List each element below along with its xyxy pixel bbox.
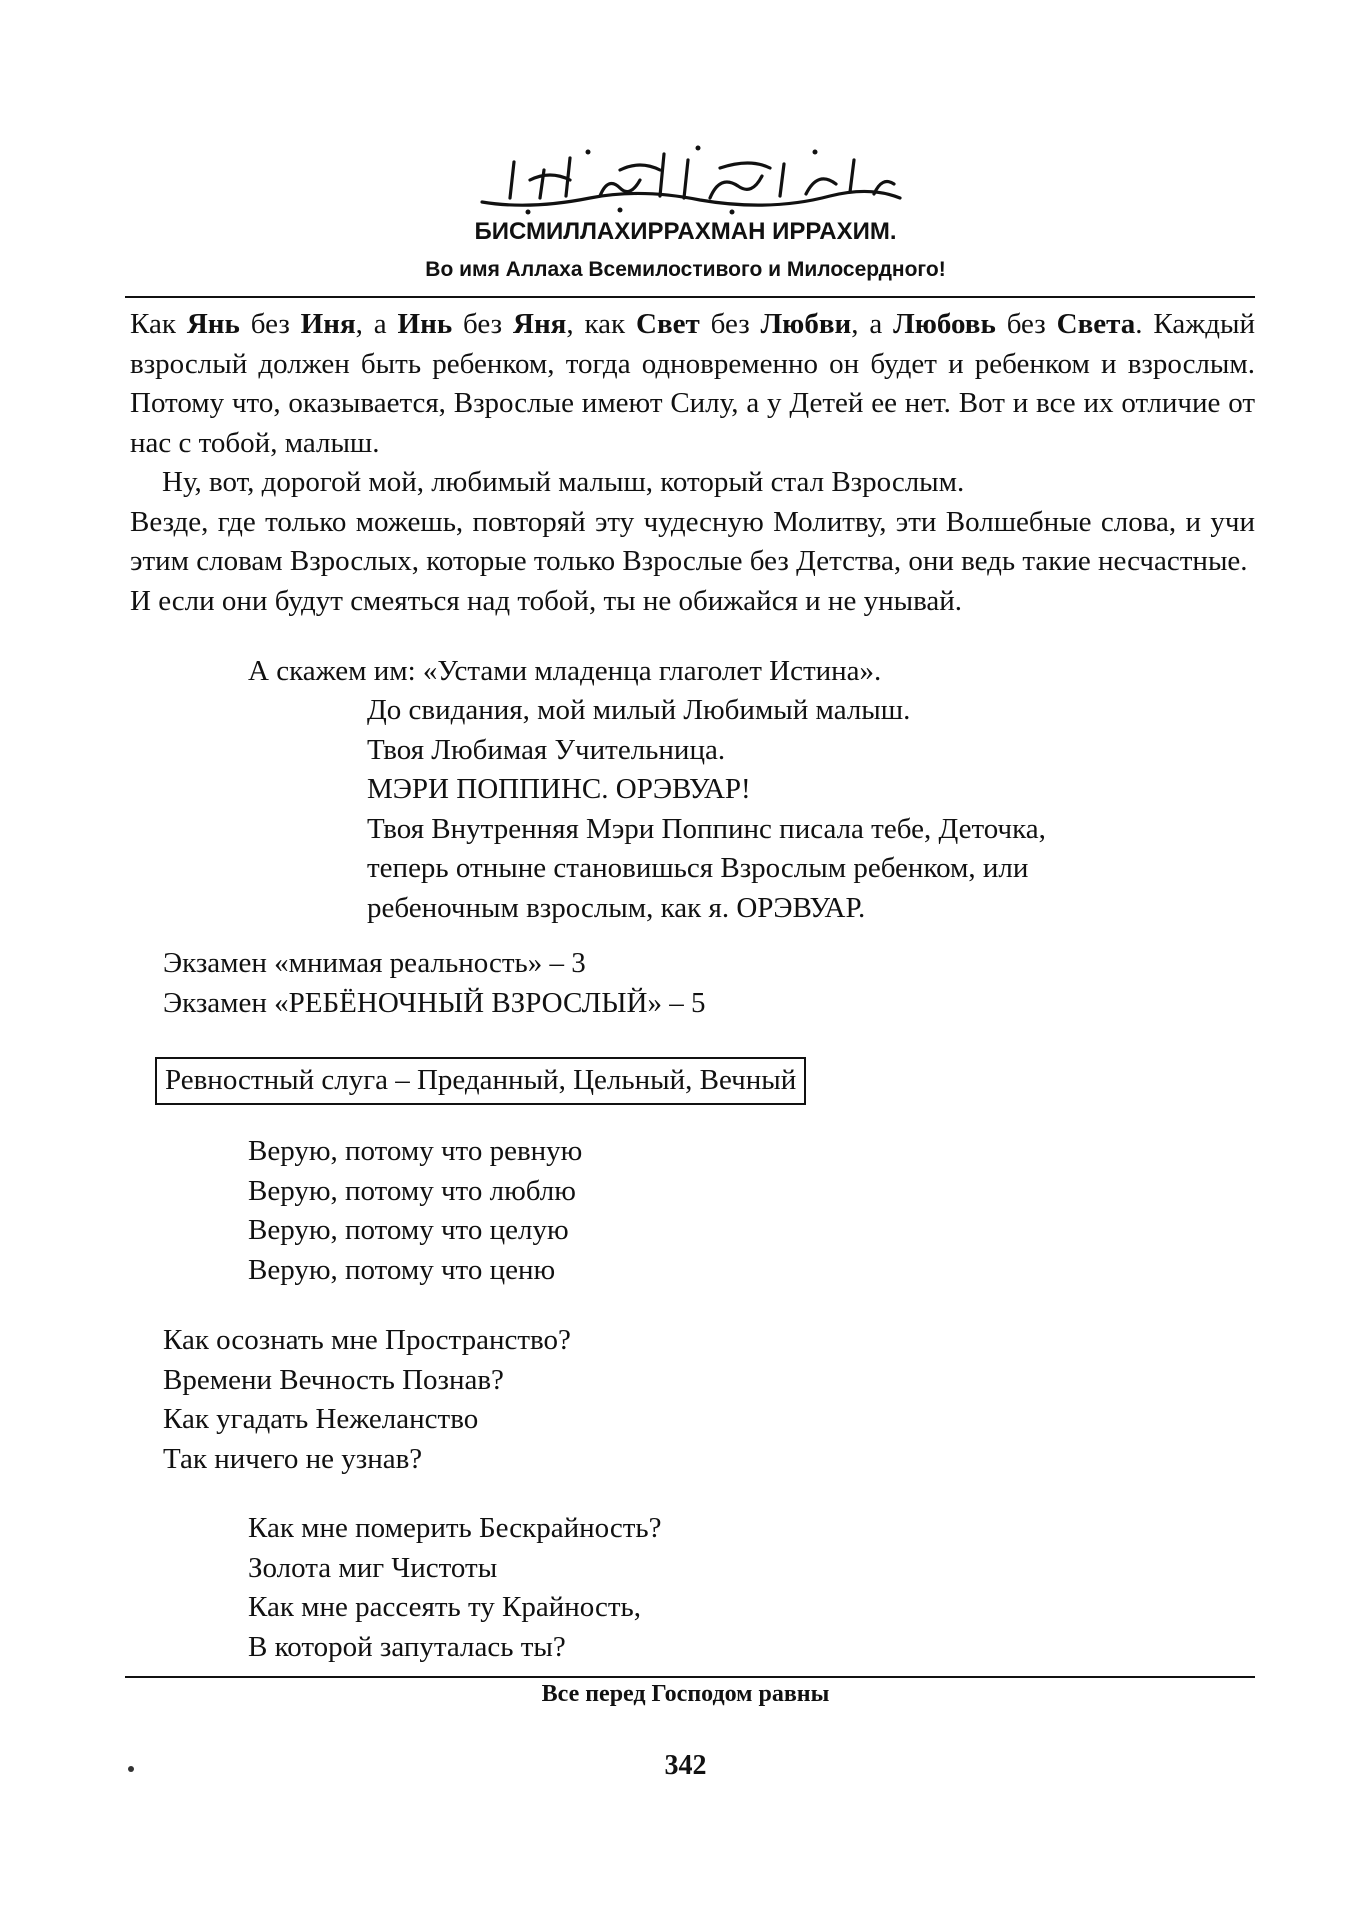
page-number: 342	[664, 1750, 707, 1781]
text-run: , как	[566, 308, 636, 340]
verse-space	[163, 1321, 1063, 1479]
exam-results	[163, 944, 1163, 1023]
basmala-calligraphy-icon	[470, 140, 910, 220]
verse-line: Как мне рассеять ту Крайность,	[248, 1591, 642, 1623]
letter-signature	[367, 691, 1267, 928]
boxed-heading: Ревностный слуга – Преданный, Цельный, Вечный	[155, 1057, 806, 1105]
page-title: БИСМИЛЛАХИРРАХМАН ИРРАХИМ.	[474, 218, 897, 245]
bold-run: Любовь	[893, 308, 996, 340]
text-run: , а	[355, 308, 398, 340]
exam-line: Экзамен «мнимая реальность» – 3	[163, 947, 586, 979]
verse-line: Времени Вечность Познав?	[163, 1363, 504, 1396]
scan-speck	[128, 1766, 134, 1772]
verse-line: Верую, потому что целую	[248, 1214, 569, 1246]
verse-line: Так ничего не узнав?	[163, 1442, 423, 1475]
footer-divider	[125, 1676, 1255, 1678]
verse-line: Как угадать Нежеланство	[163, 1403, 479, 1435]
verse-line: Золота миг Чистоты	[248, 1551, 498, 1584]
verse-faith	[248, 1132, 1148, 1290]
text-run: без	[995, 308, 1057, 340]
verse-line: В которой запуталась ты?	[248, 1630, 566, 1663]
quote-block	[248, 652, 1248, 692]
exam-line: Экзамен «РЕБЁНОЧНЫЙ ВЗРОСЛЫЙ» – 5	[163, 986, 706, 1019]
paragraph-prayer: Везде, где только можешь, повторяй эту чудесную Молитву, эти Волшебные слова, и учи этим словам Взрослых, которые только Взрослые без Детства, они ведь такие несчастные.	[130, 505, 1255, 577]
bold-run: Любви	[760, 308, 852, 340]
text-run: . Каждый взрослый должен быть ребенком, тогда одновременно он будет и ребенком и взрослым. Потому что, оказывается, Взрослые имеют Силу, а у Детей ее нет. Вот и все их отличие от нас с тобой, малыш.	[130, 308, 1255, 459]
letter-line: До свидания, мой милый Любимый малыш.	[367, 694, 911, 726]
bold-run: Инь	[397, 308, 453, 340]
verse-boundless	[248, 1509, 1148, 1667]
letter-line: теперь отныне становишься Взрослым ребенком, или	[367, 852, 1029, 884]
bold-run: Иня	[300, 308, 356, 340]
paragraph-do-not-despair: И если они будут смеяться над тобой, ты не обижайся и не унывай.	[130, 584, 963, 617]
letter-line: Твоя Внутренняя Мэри Поппинс писала тебе, Деточка,	[367, 812, 1046, 845]
bold-run: Яня	[513, 308, 567, 340]
bold-run: Свет	[636, 308, 700, 340]
letter-line: Твоя Любимая Учительница.	[367, 733, 726, 766]
verse-line: Верую, потому что ценю	[248, 1253, 556, 1286]
paragraph-yin-yang	[130, 305, 1255, 463]
verse-line: Как мне померить Бескрайность?	[248, 1512, 662, 1544]
running-footer-title: Все перед Господом равны	[541, 1681, 830, 1707]
verse-line: Верую, потому что люблю	[248, 1174, 576, 1207]
paragraph-dear-baby: Ну, вот, дорогой мой, любимый малыш, который стал Взрослым.	[162, 466, 965, 498]
letter-line: ребеночным взрослым, как я. ОРЭВУАР.	[367, 891, 866, 924]
main-text	[130, 305, 1255, 621]
bold-run: Света	[1056, 308, 1136, 340]
bold-run: Янь	[186, 308, 240, 340]
text-run: , а	[851, 308, 894, 340]
text-run: без	[452, 308, 513, 340]
letter-line: МЭРИ ПОППИНС. ОРЭВУАР!	[367, 773, 751, 805]
verse-line: Как осознать мне Пространство?	[163, 1324, 571, 1356]
text-run: без	[239, 308, 301, 340]
verse-line: Верую, потому что ревную	[248, 1135, 583, 1167]
page-subtitle: Во имя Аллаха Всемилостивого и Милосердного!	[425, 258, 946, 281]
text-run: без	[699, 308, 761, 340]
header-divider	[125, 296, 1255, 298]
quote-line: А скажем им: «Устами младенца глаголет Истина».	[248, 655, 882, 687]
text-run: Как	[130, 308, 187, 340]
